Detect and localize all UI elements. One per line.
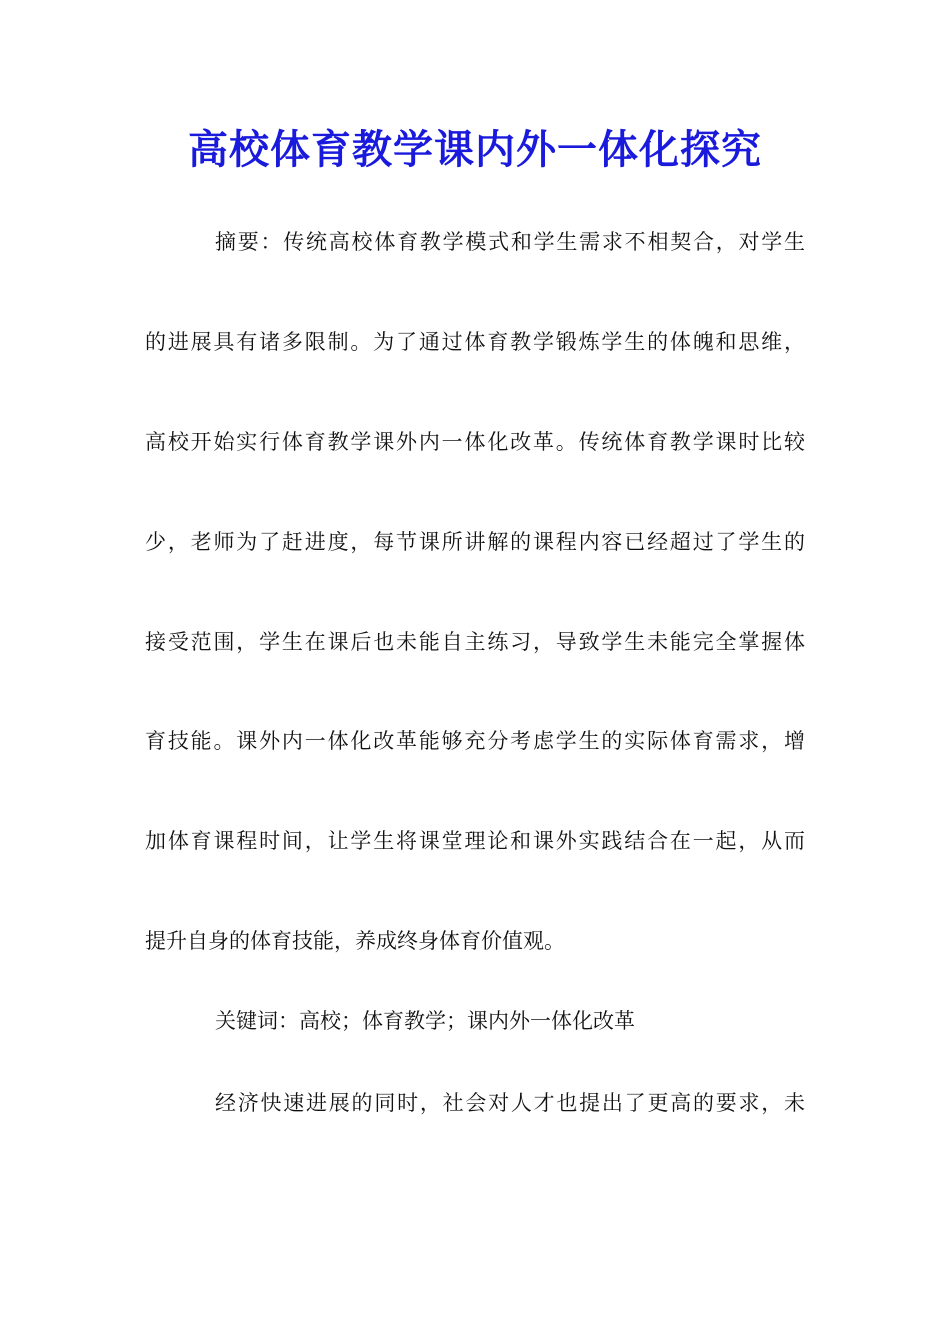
abstract-line: 高校开始实行体育教学课外内一体化改革。传统体育教学课时比较 bbox=[145, 430, 805, 454]
abstract-line: 摘要：传统高校体育教学模式和学生需求不相契合，对学生 bbox=[215, 230, 805, 254]
document-title: 高校体育教学课内外一体化探究 bbox=[188, 126, 762, 173]
abstract-line: 加体育课程时间，让学生将课堂理论和课外实践结合在一起，从而 bbox=[145, 829, 805, 853]
abstract-line: 的进展具有诸多限制。为了通过体育教学锻炼学生的体魄和思维， bbox=[145, 330, 805, 354]
abstract-line: 接受范围，学生在课后也未能自主练习，导致学生未能完全掌握体 bbox=[145, 630, 805, 654]
abstract-line: 育技能。课外内一体化改革能够充分考虑学生的实际体育需求，增 bbox=[145, 729, 805, 753]
abstract-line: 少，老师为了赶进度，每节课所讲解的课程内容已经超过了学生的 bbox=[145, 530, 805, 554]
keywords-line: 关键词：高校；体育教学；课内外一体化改革 bbox=[215, 1009, 635, 1033]
abstract-line: 提升自身的体育技能，养成终身体育价值观。 bbox=[145, 929, 565, 953]
body-line: 经济快速进展的同时，社会对人才也提出了更高的要求，未 bbox=[215, 1091, 805, 1115]
